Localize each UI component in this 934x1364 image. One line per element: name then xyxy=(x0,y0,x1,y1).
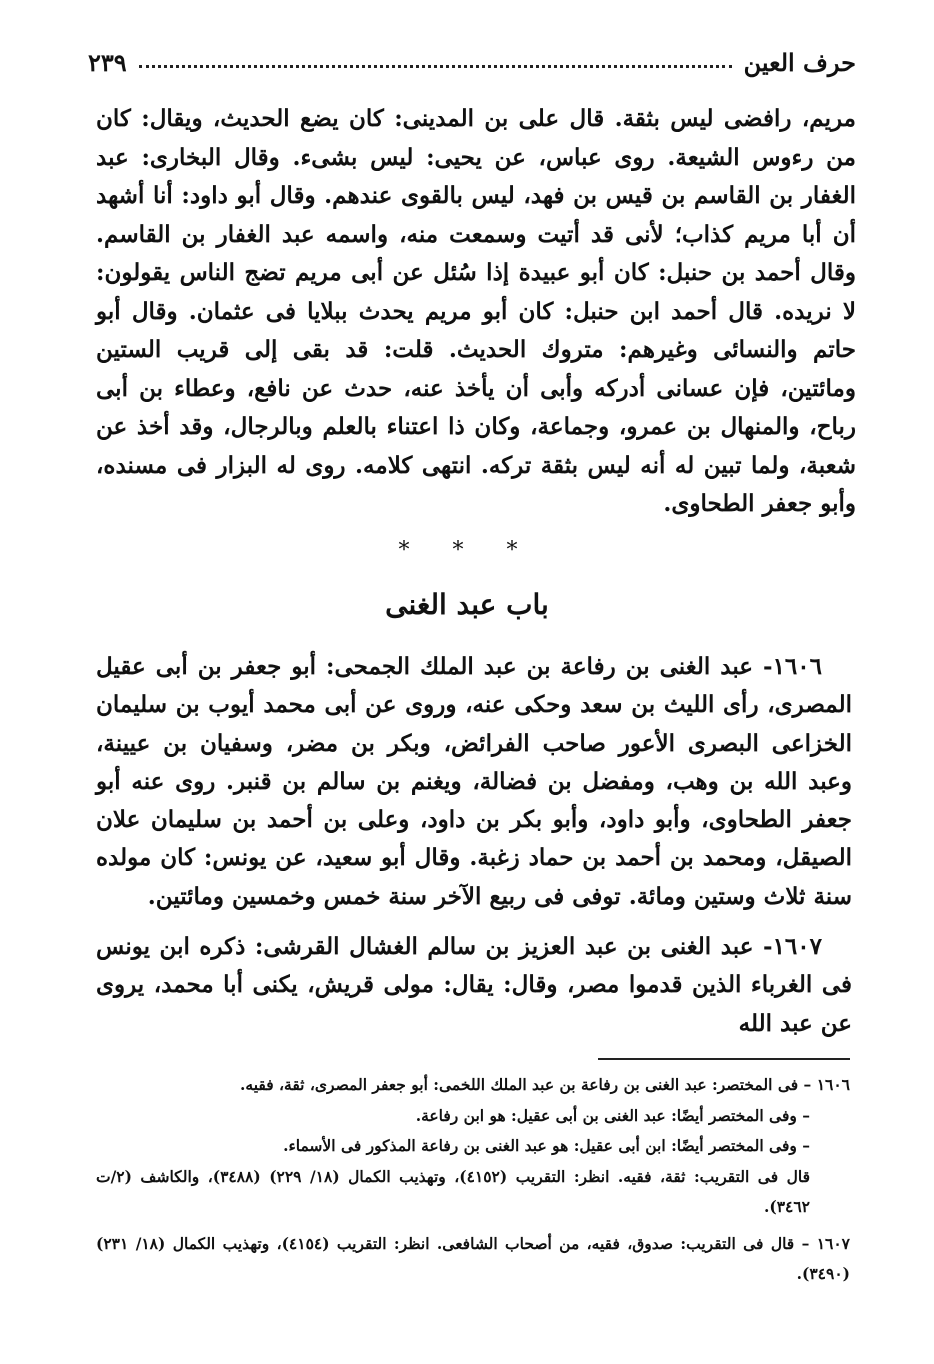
section-separator: * * * xyxy=(398,538,536,563)
footnote-1606-line-1: ١٦٠٦ – فى المختصر: عبد الغنى بن رفاعة بن عبد الملك اللخمى: أبو جعفر المصرى، ثقة، فقيه. xyxy=(240,1075,850,1094)
running-title: حرف العين xyxy=(743,48,856,77)
footnote-1606-line-2: – وفى المختصر أيضًا: عبد الغنى بن أبى عقيل: هو ابن رفاعة. xyxy=(415,1105,810,1125)
footnote-1606-line-4: قال فى التقريب: ثقة، فقيه. انظر: التقريب (٤١٥٢)، وتهذيب الكمال (١٨/ ٢٢٩) (٣٤٨٨)، والكاشف (٢/ت ٣٤٦٢). xyxy=(96,1166,810,1216)
footnotes xyxy=(96,1070,850,1290)
footnote-1607: ١٦٠٧ – قال فى التقريب: صدوق، فقيه، من أصحاب الشافعى. انظر: التقريب (٤١٥٤)، وتهذيب الكمال (١٨/ ٢٣١) (٣٤٩٠). xyxy=(96,1233,850,1283)
main-text-block xyxy=(96,100,856,524)
footnote-divider xyxy=(598,1058,850,1060)
continued-paragraph: مريم، رافضى ليس بثقة. قال على بن المدينى: كان يضع الحديث، ويقال: كان من رءوس الشيعة. روى عباس، عن يحيى: ليس بشىء. وقال البخارى: عبد الغفار بن القاسم بن قيس بن فهد، ليس بالقوى عندهم. وقال أبو داود: أنا أشهد أن أبا مريم كذاب؛ لأنى قد أتيت وسمعت منه، واسمه عبد الغفار بن القاسم. وقال أحمد بن حنبل: كان أبو عبيدة إذا سُئل عن أبى مريم تضج الناس يقولون: لا نريده. قال أحمد ابن حنبل: كان أبو مريم يحدث ببلايا فى عثمان. وقال أبو حاتم والنسائى وغيرهم: متروك الحديث. قلت: قد بقى إلى قريب الستين ومائتين، فإن عسانى أدركه وأبى أن يأخذ عنه، حدث عن نافع، وعطاء بن أبى رباح، والمنهال بن عمرو، وجماعة، وكان ذا اعتناء بالعلم وبالرجال، وقد أخذ عن شعبة، ولما تبين له أنه ليس بثقة تركه. انتهى كلامه. روى له البزار فى مسنده، وأبو جعفر الطحاوى. xyxy=(96,105,856,517)
entry-1606: ١٦٠٦- عبد الغنى بن رفاعة بن عبد الملك الجمحى: أبو جعفر بن أبى عقيل المصرى، رأى الليث بن سعد وحكى عنه، وروى عن أبى محمد أيوب بن سليمان الخزاعى البصرى الأعور صاحب الفرائض، وبكر بن مضر، وسفيان بن عيينة، وعبد الله بن وهب، ومفضل بن فضالة، ويغنم بن سالم بن قنبر. روى عنه أبو جعفر الطحاوى، وأبو داود، وأبو بكر بن داود، وعلى بن أحمد بن سليمان علان الصيقل، ومحمد بن أحمد بن حماد زغبة. وقال أبو سعيد، عن يونس: كان مولده سنة ثلاث وستين ومائة. توفى فى ربيع الآخر سنة خمس وخمسين ومائتين. xyxy=(96,653,852,910)
section-heading: باب عبد الغنى xyxy=(385,588,549,621)
entry-1607: ١٦٠٧- عبد الغنى بن عبد العزيز بن سالم الغشال القرشى: ذكره ابن يونس فى الغرباء الذين قدموا مصر، وقال: يقال: مولى قريش، يكنى أبا محمد، يروى عن عبد الله xyxy=(96,933,852,1037)
footnote-1606-line-3: – وفى المختصر أيضًا: ابن أبى عقيل: هو عبد الغنى بن رفاعة المذكور فى الأسماء. xyxy=(283,1136,810,1155)
header-dotted-leader xyxy=(139,65,732,68)
page-number: ٢٣٩ xyxy=(88,48,127,77)
page-header xyxy=(88,48,856,77)
entries-block xyxy=(96,648,852,1043)
